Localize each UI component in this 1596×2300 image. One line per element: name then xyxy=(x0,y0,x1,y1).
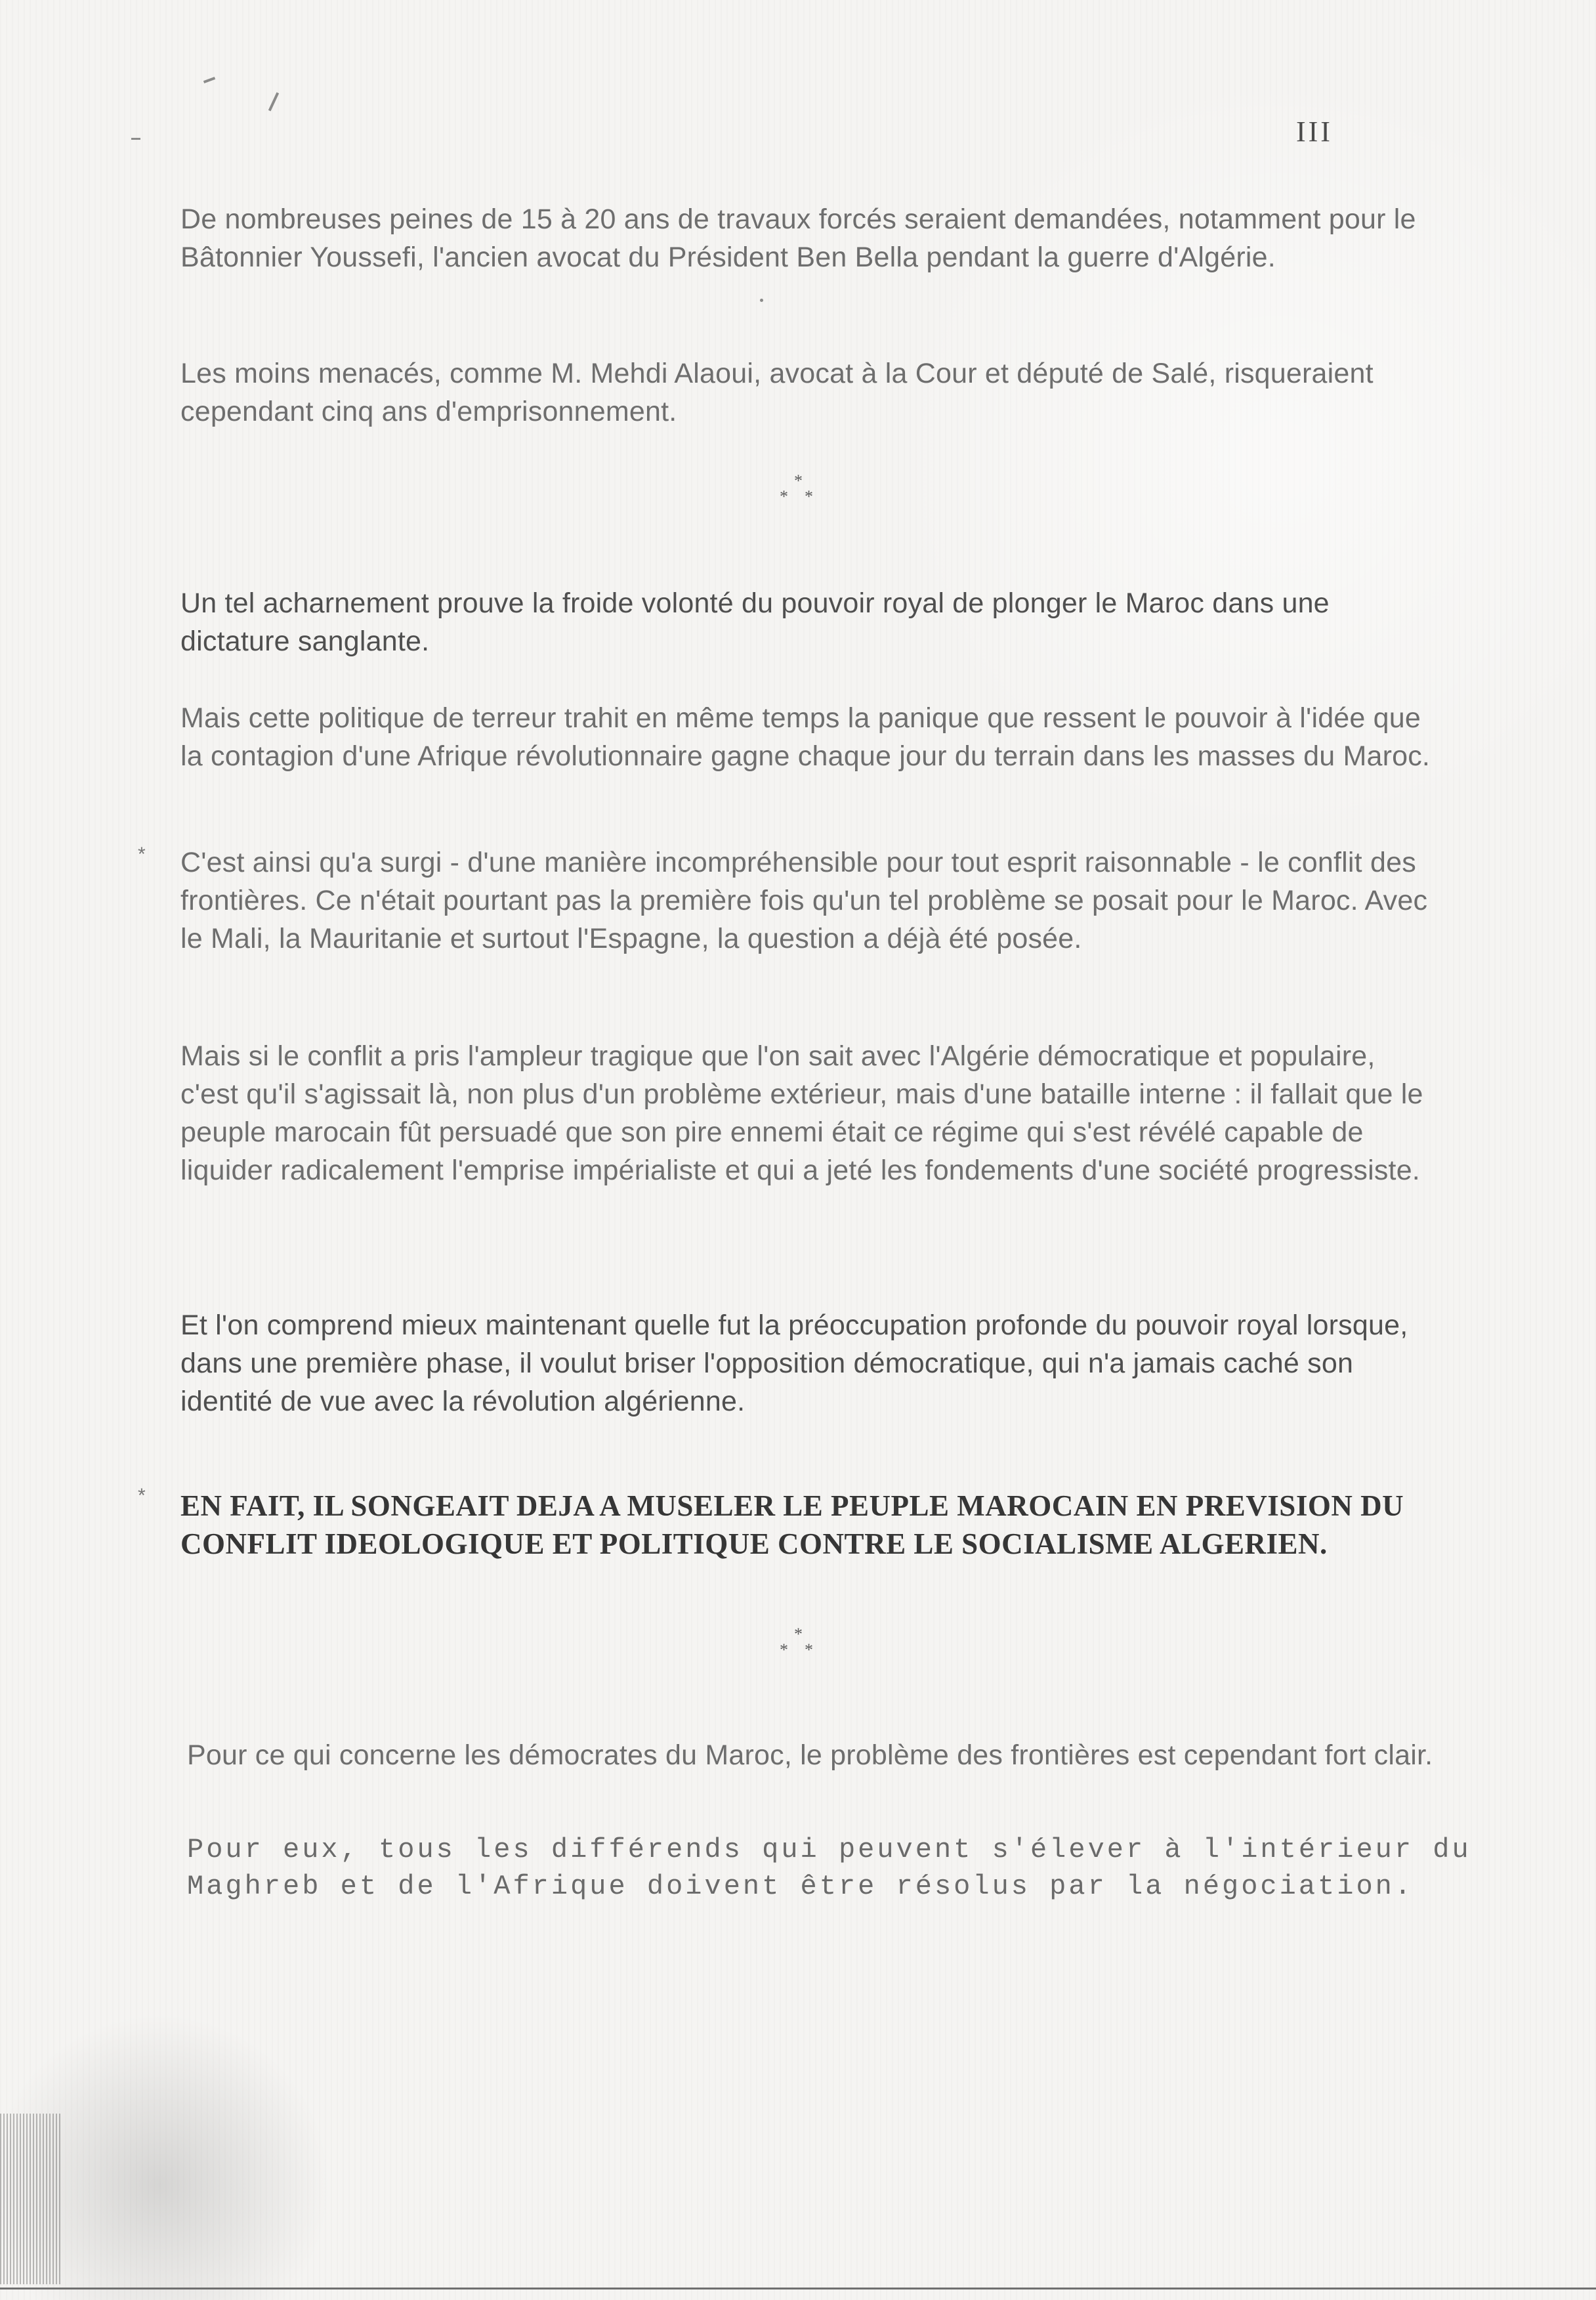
separator-star: * xyxy=(794,1625,803,1644)
paragraph-ampleur-tragique: Mais si le conflit a pris l'ampleur tragique que l'on sait avec l'Algérie démocratique et populaire, c'est qu'il s'agissait là, non plus d'un problème extérieur, mais d'une bataille interne : il fallait que le peuple marocain fût persuadé que son pire ennemi était ce régime qui s'est révélé capable de liquider radicalement l'emprise impérialiste et qui a jeté les fondements d'une société progressiste. xyxy=(180,1040,1423,1186)
separator-star: * xyxy=(780,487,788,506)
separator-star: * xyxy=(794,471,803,490)
section-separator-1 xyxy=(774,471,827,511)
scan-edge-shadow xyxy=(0,2114,62,2284)
scan-bottom-edge xyxy=(0,2288,1596,2289)
scan-speck xyxy=(131,138,140,140)
paragraph-preoccupation: Et l'on comprend mieux maintenant quelle fut la préoccupation profonde du pouvoir royal lorsque, dans une première phase, il voulut briser l'opposition démocratique, qui n'a jamais caché son identité de vue avec la révolution algérienne. xyxy=(180,1310,1408,1417)
separator-star: * xyxy=(805,487,813,506)
paragraph-democrates: Pour ce qui concerne les démocrates du Maroc, le problème des frontières est cependant fort clair. xyxy=(187,1739,1433,1771)
separator-star: * xyxy=(805,1640,813,1659)
page-number: III xyxy=(1296,116,1333,148)
scan-speck xyxy=(760,299,763,302)
paragraph-negociation: Pour eux, tous les différends qui peuvent s'élever à l'intérieur du Maghreb et de l'Afrique doivent être résolus par la négociation. xyxy=(187,1834,1471,1902)
margin-mark: * xyxy=(138,1485,146,1506)
margin-mark: * xyxy=(138,843,146,865)
separator-star: * xyxy=(780,1640,788,1659)
section-separator-2 xyxy=(774,1625,827,1664)
paragraph-terreur: Mais cette politique de terreur trahit en même temps la panique que ressent le pouvoir à l'idée que la contagion d'une Afrique révolutionnaire gagne chaque jour du terrain dans les masses du Maroc. xyxy=(180,702,1431,772)
paragraph-sentences: De nombreuses peines de 15 à 20 ans de travaux forcés seraient demandées, notamment pour le Bâtonnier Youssefi, l'ancien avocat du Président Ben Bella pendant la guerre d'Algérie. xyxy=(180,203,1416,273)
paragraph-en-fait: EN FAIT, IL SONGEAIT DEJA A MUSELER LE PEUPLE MAROCAIN EN PREVISION DU CONFLIT IDEOLOGIQUE ET POLITIQUE CONTRE LE SOCIALISME ALGERIEN. xyxy=(180,1489,1404,1560)
paragraph-acharnement: Un tel acharnement prouve la froide volonté du pouvoir royal de plonger le Maroc dans une dictature sanglante. xyxy=(180,587,1330,657)
scan-speck xyxy=(268,93,279,112)
paragraph-least-threatened: Les moins menacés, comme M. Mehdi Alaoui, avocat à la Cour et député de Salé, risqueraient cependant cinq ans d'emprisonnement. xyxy=(180,358,1374,427)
paragraph-conflit-frontieres: C'est ainsi qu'a surgi - d'une manière incompréhensible pour tout esprit raisonnable - le conflit des frontières. Ce n'était pourtant pas la première fois qu'un tel problème se posait pour le Maroc. Avec le Mali, la Mauritanie et surtout l'Espagne, la question a déjà été posée. xyxy=(180,847,1428,954)
scan-speck xyxy=(203,77,215,83)
